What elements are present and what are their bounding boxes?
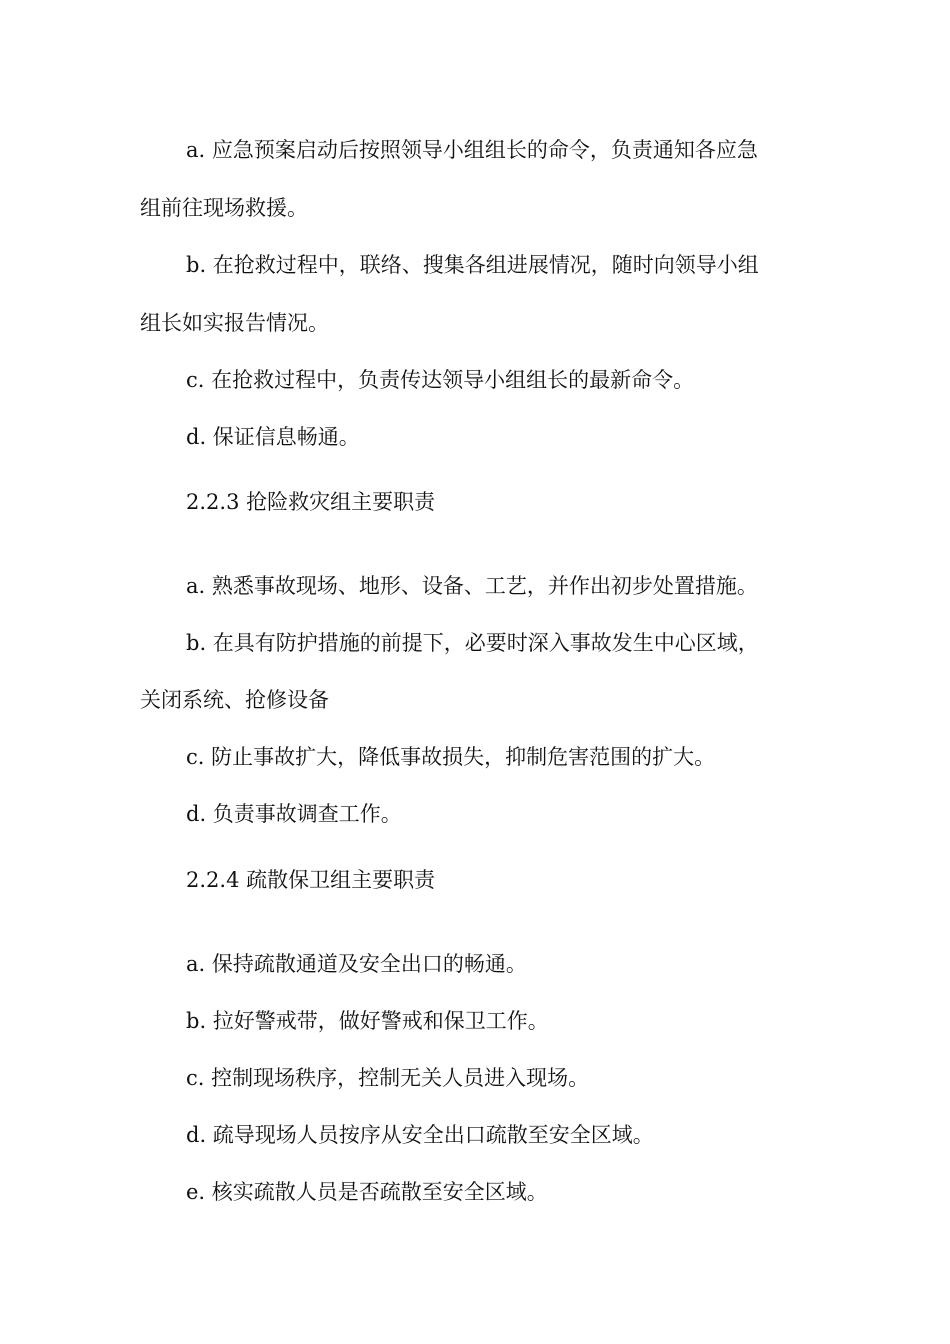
paragraph-b-line-2: 组长如实报告情况。 [140,311,329,335]
rescue-item-b-line-2: 关闭系统、抢修设备 [140,688,329,712]
evacuation-item-d: d. 疏导现场人员按序从安全出口疏散至安全区域。 [186,1123,654,1147]
paragraph-a-line-1: a. 应急预案启动后按照领导小组组长的命令，负责通知各应急 [186,138,758,162]
rescue-item-d: d. 负责事故调查工作。 [186,802,402,826]
rescue-item-c: c. 防止事故扩大，降低事故损失，抑制危害范围的扩大。 [186,745,716,769]
evacuation-item-c: c. 控制现场秩序，控制无关人员进入现场。 [186,1066,590,1090]
paragraph-a-line-2: 组前往现场救援。 [140,196,308,220]
paragraph-c: c. 在抢救过程中，负责传达领导小组组长的最新命令。 [186,368,695,392]
rescue-item-b-line-1: b. 在具有防护措施的前提下，必要时深入事故发生中心区域， [186,631,759,655]
paragraph-b-line-1: b. 在抢救过程中，联络、搜集各组进展情况，随时向领导小组 [186,253,759,277]
section-heading-2-2-3: 2.2.3 抢险救灾组主要职责 [186,490,436,514]
paragraph-d: d. 保证信息畅通。 [186,425,360,449]
rescue-item-a: a. 熟悉事故现场、地形、设备、工艺，并作出初步处置措施。 [186,574,758,598]
evacuation-item-b: b. 拉好警戒带，做好警戒和保卫工作。 [186,1009,549,1033]
evacuation-item-a: a. 保持疏散通道及安全出口的畅通。 [186,952,527,976]
section-heading-2-2-4: 2.2.4 疏散保卫组主要职责 [186,868,436,892]
evacuation-item-e: e. 核实疏散人员是否疏散至安全区域。 [186,1180,548,1204]
